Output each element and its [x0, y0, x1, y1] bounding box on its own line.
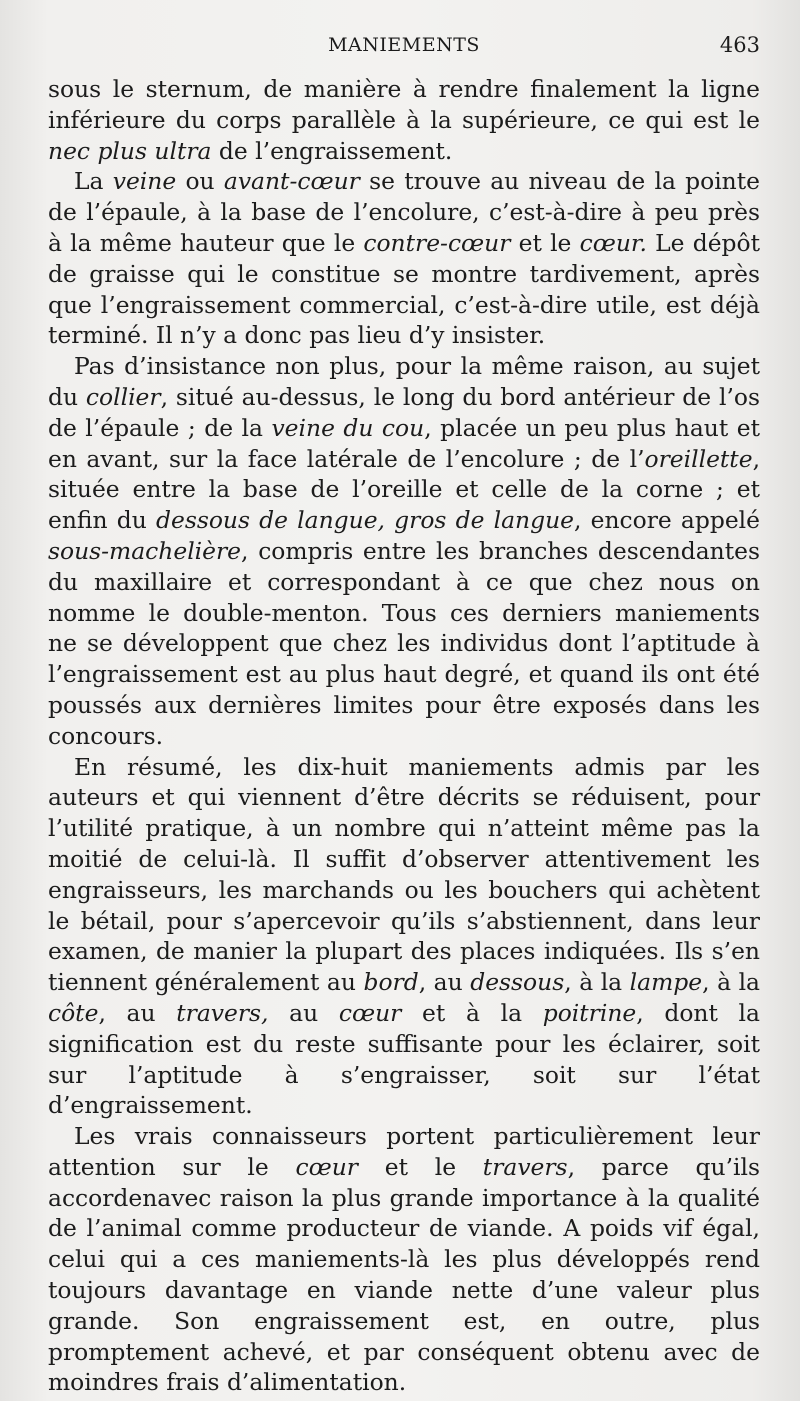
paragraph — [48, 166, 760, 351]
text-run: au — [268, 998, 339, 1027]
italic-text: cœur — [338, 998, 402, 1027]
paragraph — [48, 74, 760, 166]
italic-text: cœur — [295, 1152, 358, 1181]
text-run: , situé au-dessus, le long du bord antérieur de l’os de l’épaule ; de la — [48, 382, 760, 442]
text-run: sous le sternum, de manière à rendre finalement la ligne inférieure du corps parallèle à la supérieure, ce qui est le — [48, 75, 760, 134]
text-run: et le — [510, 228, 580, 257]
italic-text: bord — [363, 968, 419, 997]
italic-text: lampe — [629, 968, 703, 997]
text-run: , à la — [564, 968, 630, 997]
text-run: Pas d’insistance non plus, pour la même raison, au sujet du — [48, 352, 760, 411]
text-run: Les vrais connaisseurs portent particulièrement leur attention sur le — [48, 1122, 760, 1181]
italic-text: dessous de langue, gros de langue — [156, 506, 574, 535]
italic-text: contre-cœur — [363, 228, 511, 257]
italic-text: côte — [48, 998, 99, 1027]
italic-text: dessous — [470, 968, 565, 997]
text-run: , compris entre les branches descendantes du maxillaire et correspondant à ce que chez nous on nomme le double-menton. Tous ces derniers maniements ne se développent que chez les individus dont l’aptitude à l’engraissement est au plus haut degré, et quand ils ont été poussés aux dernières limites pour être exposés dans les concours. — [48, 536, 760, 750]
italic-text: veine du cou — [271, 413, 425, 442]
text-run: Le dépôt de graisse qui le constitue se montre tardivement, après que l’engraissement commercial, c’est-à-dire utile, est déjà terminé. Il n’y a donc pas lieu d’y insister. — [48, 228, 760, 350]
text-run: La — [74, 167, 113, 196]
text-run: se trouve au niveau de la pointe de l’épaule, à la base de l’encolure, c’est-à-dire à peu près à la même hauteur que le — [48, 167, 760, 257]
italic-text: cœur. — [579, 228, 647, 257]
page-header — [48, 30, 760, 62]
paragraph — [48, 1121, 760, 1398]
text-run: , placée un peu plus haut et en avant, sur la face latérale de l’encolure ; de l’ — [48, 413, 760, 473]
italic-text: travers — [482, 1152, 568, 1181]
italic-text: oreillette — [644, 444, 753, 473]
page-number: 463 — [719, 33, 760, 57]
italic-text: veine — [112, 167, 177, 196]
text-run: , au — [98, 998, 177, 1027]
text-run: de l’engraissement. — [211, 136, 453, 165]
italic-text: travers, — [176, 998, 269, 1027]
text-run: ou — [176, 167, 224, 196]
italic-text: poitrine — [542, 998, 637, 1027]
running-head: MANIEMENTS — [328, 34, 480, 56]
italic-text: avant-cœur — [223, 167, 360, 196]
italic-text: nec plus ultra — [48, 136, 212, 165]
paragraph — [48, 752, 760, 1122]
body-text — [48, 74, 760, 1398]
italic-text: collier — [85, 382, 161, 411]
text-run: , située entre la base de l’oreille et celle de la corne ; et enfin du — [48, 444, 760, 535]
text-run: En résumé, les dix-huit maniements admis par les auteurs et qui viennent d’être décrits se réduisent, pour l’utilité pratique, à un nombre qui n’atteint même pas la moitié de celui-là. Il suffit d’observer attentivement les engraisseurs, les marchands ou les bouchers qui achètent le bétail, pour s’apercevoir qu’ils s’abstiennent, dans leur examen, de manier la plupart des places indiquées. Ils s’en tiennent généralement au — [48, 752, 760, 997]
paragraph — [48, 351, 760, 751]
text-run: , encore appelé — [574, 506, 760, 535]
text-run: , dont la signification est du reste suffisante pour les éclairer, soit sur l’aptitude à s’engraisser, soit sur l’état d’engraissement. — [48, 998, 760, 1120]
text-run: , au — [418, 968, 471, 997]
text-run: , à la — [702, 968, 760, 997]
text-run: , parce qu’ils accordenavec raison la plus grande importance à la qualité de l’animal comme producteur de viande. A poids vif égal, celui qui a ces maniements-là les plus développés rend toujours davantage en viande nette d’une valeur plus grande. Son engraissement est, en outre, plus promptement achevé, et par conséquent obtenu avec de moindres frais d’alimentation. — [48, 1152, 760, 1397]
text-run: et à la — [401, 998, 543, 1027]
text-run: et le — [357, 1152, 483, 1181]
italic-text: sous-machelière — [48, 536, 242, 565]
